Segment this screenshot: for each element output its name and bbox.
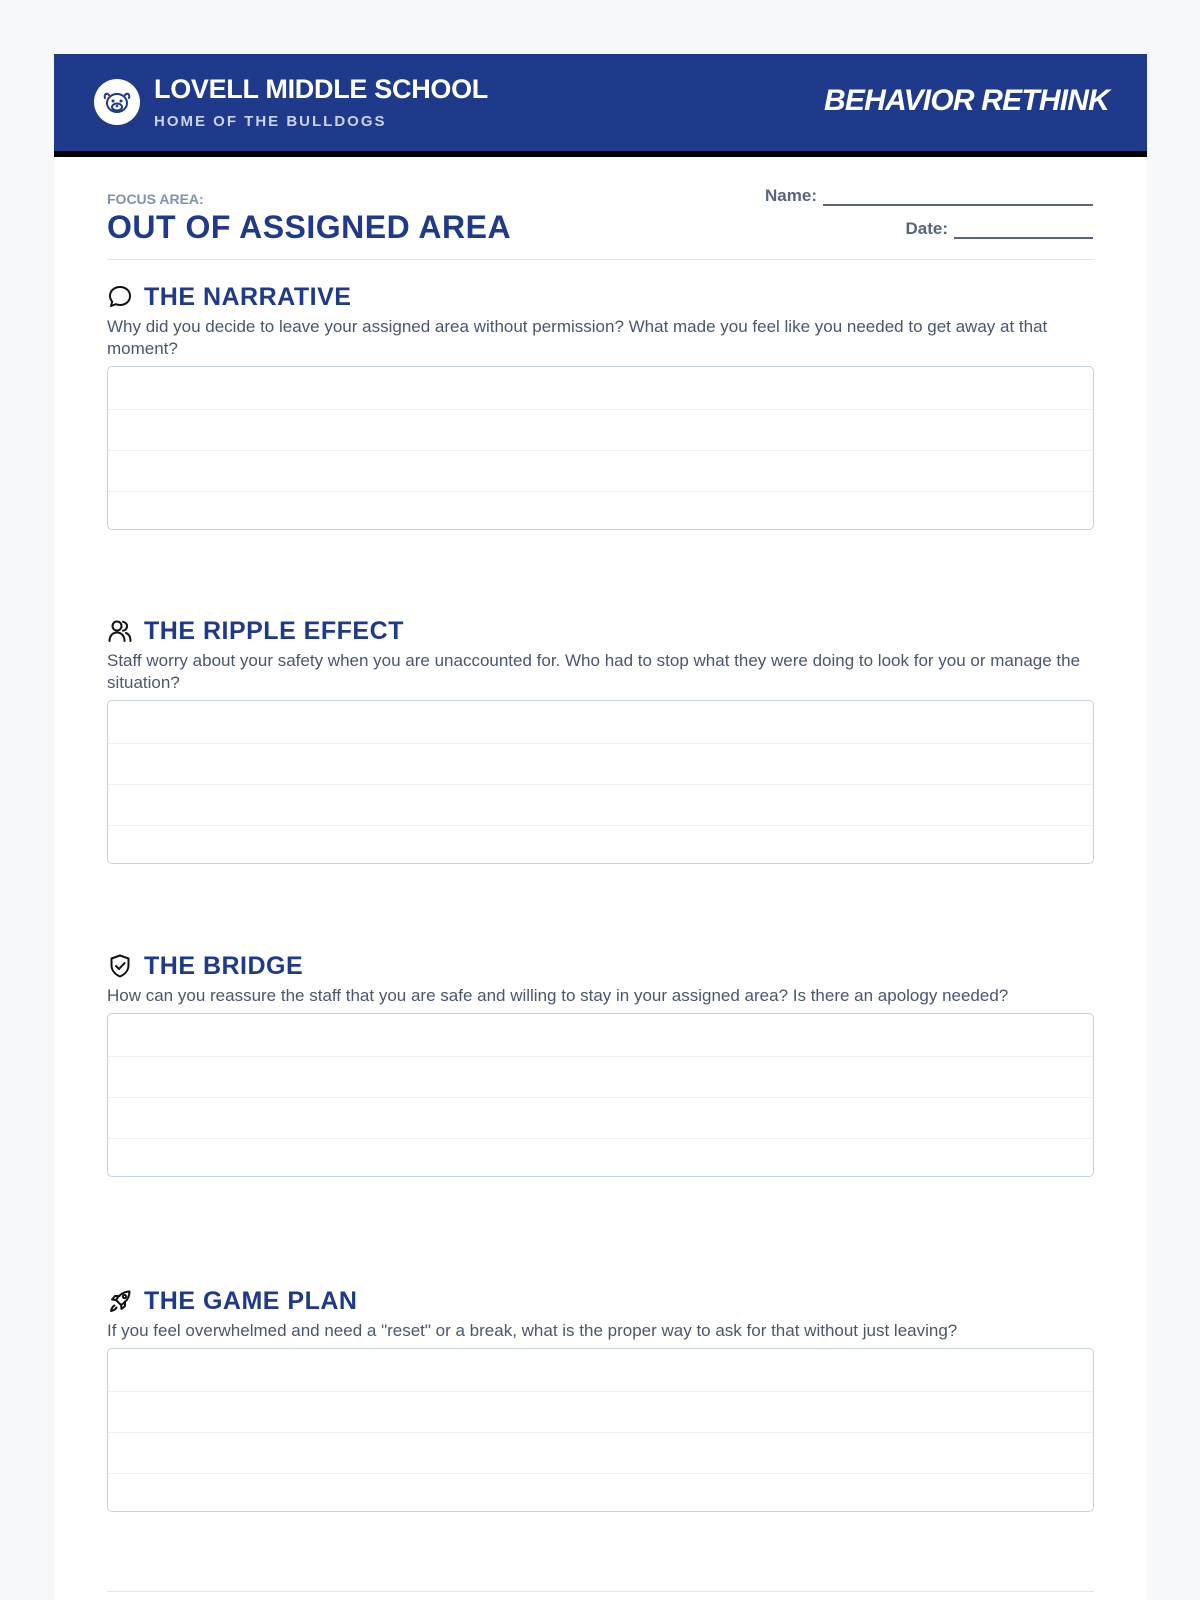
name-field[interactable] (765, 186, 1093, 206)
answer-box[interactable] (107, 1348, 1094, 1512)
focus-area-label: FOCUS AREA: (107, 191, 204, 207)
section-prompt: How can you reassure the staff that you are safe and willing to stay in your assigned area? Is there an apology needed? (107, 986, 1009, 1005)
section-title: THE NARRATIVE (144, 282, 352, 311)
answer-line (108, 1138, 1093, 1139)
answer-line (108, 743, 1093, 744)
answer-box[interactable] (107, 366, 1094, 530)
name-blank-line[interactable] (823, 190, 1093, 206)
date-blank-line[interactable] (954, 223, 1093, 239)
program-title: BEHAVIOR RETHINK (824, 84, 1109, 117)
section-header (107, 282, 1094, 312)
answer-line (108, 825, 1093, 826)
answer-box[interactable] (107, 1013, 1094, 1177)
worksheet-page (54, 54, 1147, 1600)
answer-line (108, 1432, 1093, 1433)
section-header (107, 1286, 1094, 1316)
focus-area-title: OUT OF ASSIGNED AREA (107, 209, 512, 245)
answer-box[interactable] (107, 700, 1094, 864)
footer-divider (107, 1591, 1094, 1592)
answer-line (108, 1391, 1093, 1392)
section-game-plan (107, 1286, 1094, 1512)
date-label: Date: (905, 219, 948, 238)
answer-line (108, 1097, 1093, 1098)
rocket-icon (107, 1288, 133, 1314)
section-prompt: Why did you decide to leave your assigned area without permission? What made you feel like you needed to get away at that moment? (107, 317, 1048, 358)
school-tagline: HOME OF THE BULLDOGS (154, 113, 387, 130)
date-field[interactable] (905, 219, 1093, 239)
school-logo (94, 79, 140, 125)
answer-line (108, 784, 1093, 785)
bulldog-icon (101, 86, 133, 118)
answer-line (108, 491, 1093, 492)
name-label: Name: (765, 186, 817, 205)
section-ripple-effect (107, 616, 1094, 864)
speech-bubble-icon (107, 284, 133, 310)
section-bridge (107, 951, 1094, 1177)
shield-check-icon (107, 953, 133, 979)
section-narrative (107, 282, 1094, 530)
section-header (107, 616, 1094, 646)
section-title: THE RIPPLE EFFECT (144, 616, 404, 645)
school-name: LOVELL MIDDLE SCHOOL (154, 74, 489, 104)
header-banner (54, 54, 1147, 157)
section-header (107, 951, 1094, 981)
section-title: THE GAME PLAN (144, 1286, 358, 1315)
answer-line (108, 1056, 1093, 1057)
answer-line (108, 1473, 1093, 1474)
section-title: THE BRIDGE (144, 951, 304, 980)
answer-line (108, 450, 1093, 451)
header-divider (107, 259, 1094, 260)
section-prompt: Staff worry about your safety when you are unaccounted for. Who had to stop what they were doing to look for you or manage the situation? (107, 651, 1081, 692)
people-icon (107, 618, 133, 644)
section-prompt: If you feel overwhelmed and need a "reset" or a break, what is the proper way to ask for that without just leaving? (107, 1321, 958, 1340)
answer-line (108, 409, 1093, 410)
